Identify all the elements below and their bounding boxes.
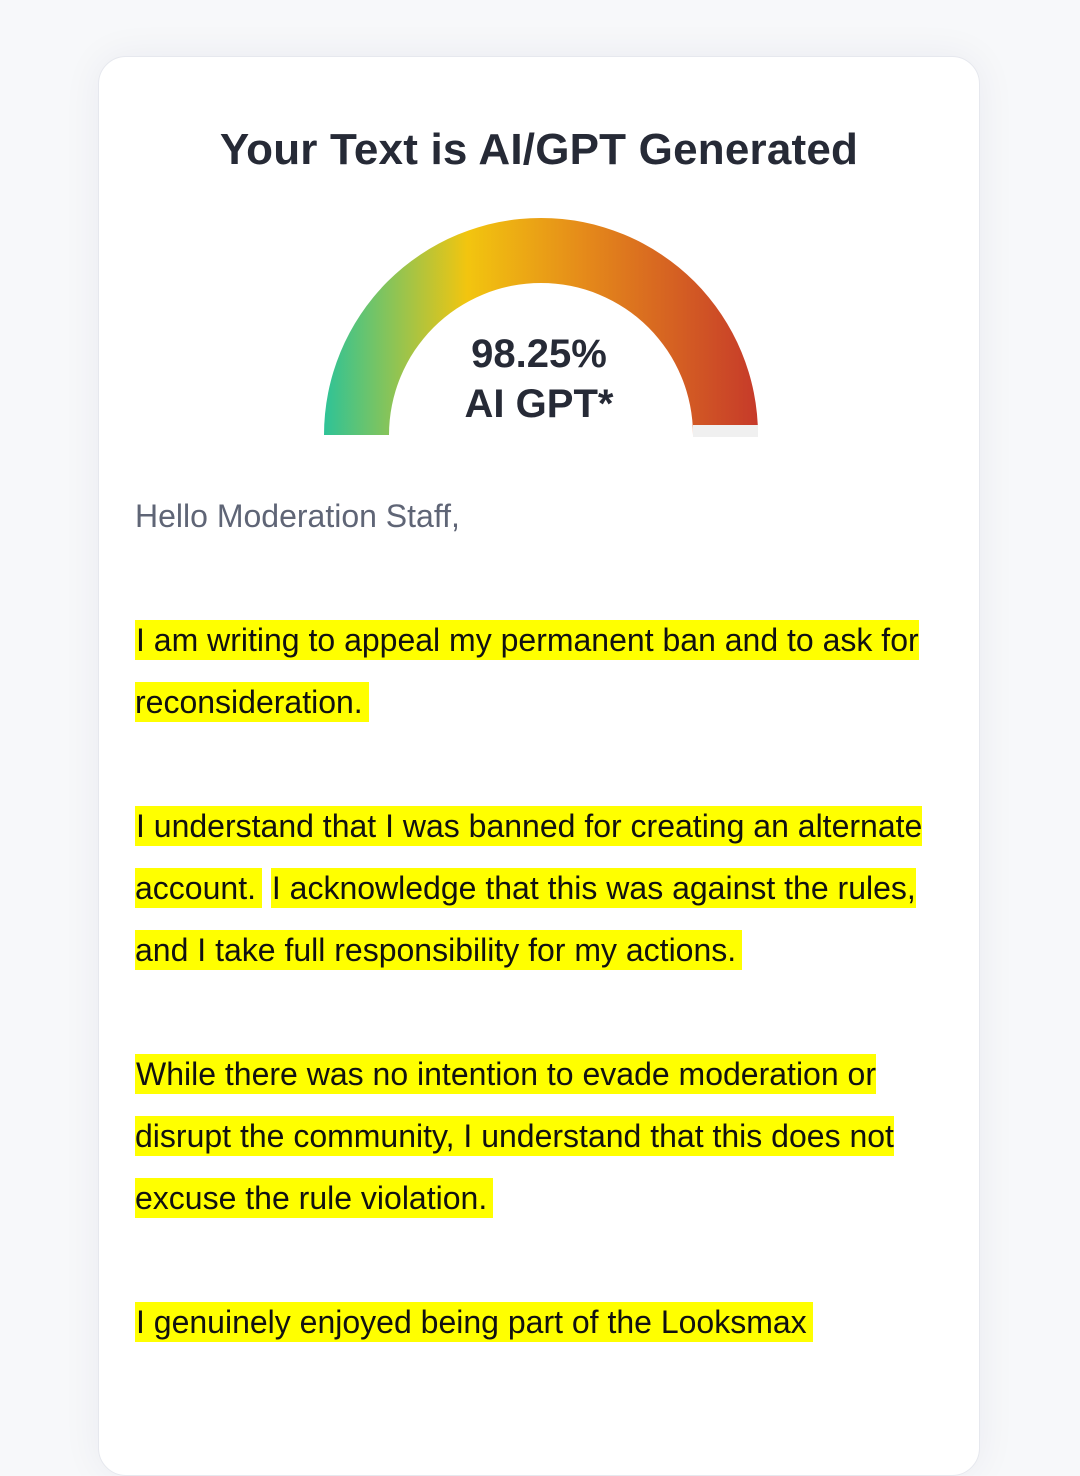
- ai-score-label: AI GPT*: [464, 382, 614, 426]
- paragraph: [135, 1043, 945, 1229]
- highlighted-sentence: I understand that I was banned for creating an alternate account.: [135, 808, 923, 906]
- paragraph: [135, 609, 945, 733]
- paragraph: [135, 1291, 945, 1353]
- result-card: [98, 56, 980, 1476]
- highlighted-sentence: While there was no intention to evade moderation or disrupt the community, I understand that this does not excuse the rule violation.: [135, 1056, 894, 1216]
- highlighted-sentence: I acknowledge that this was against the rules, and I take full responsibility for my actions.: [135, 870, 916, 968]
- highlighted-sentence: I genuinely enjoyed being part of the Looksmax: [135, 1302, 813, 1342]
- ai-score-percent: 98.25%: [471, 332, 607, 376]
- analyzed-text: [135, 485, 945, 1415]
- highlighted-sentence: I am writing to appeal my permanent ban and to ask for reconsideration.: [135, 622, 919, 720]
- paragraph: [135, 795, 945, 981]
- result-title: Your Text is AI/GPT Generated: [219, 125, 859, 174]
- greeting-line: Hello Moderation Staff,: [135, 498, 460, 534]
